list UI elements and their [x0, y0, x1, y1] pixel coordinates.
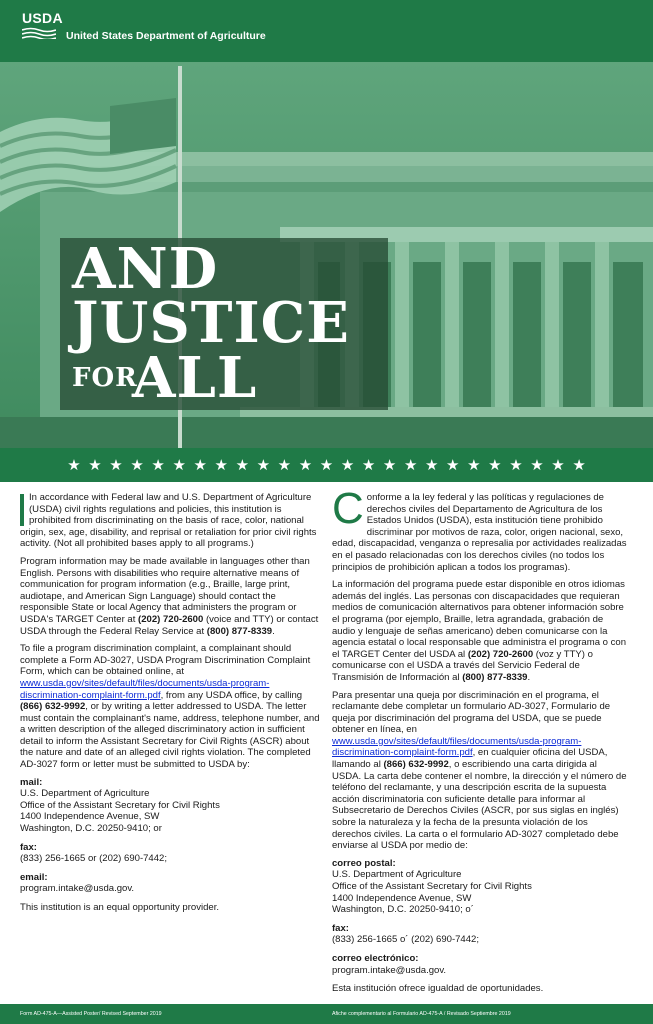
spanish-mail-address [332, 869, 628, 915]
title-line-for: FOR [72, 363, 138, 393]
english-paragraph-3 [20, 643, 320, 771]
spanish-mail-line-4: Washington, D.C. 20250-9410; o´ [332, 904, 474, 916]
english-mail-line-3: 1400 Independence Avenue, SW [20, 811, 160, 823]
english-p1-text: n accordance with Federal law and U.S. Department of Agriculture (USDA) civil rights regulations and policies, this institution is prohibited from discriminating on the basis of race, color, national origin, sex, age, disability, and reprisal or retaliation for prior civil rights activity. (Not all prohibited bases apply to all programs.) [20, 492, 317, 550]
english-mail-line-2: Office of the Assistant Secretary for Civil Rights [20, 799, 220, 811]
english-fax-value: (833) 256-1665 or (202) 690-7442; [20, 853, 168, 865]
english-email-value: program.intake@usda.gov. [20, 883, 135, 895]
english-paragraph-2 [20, 556, 320, 637]
spanish-p2-c: . [527, 671, 531, 683]
star-icon: ★ [256, 456, 271, 474]
star-icon: ★ [361, 456, 376, 474]
english-closing: This institution is an equal opportunity provider. [20, 902, 220, 913]
spanish-mail-label: correo postal: [332, 857, 396, 869]
star-band [0, 448, 653, 482]
title-line-all: ALL [132, 345, 258, 411]
english-p3-b: , from any USDA office, by calling [160, 689, 303, 701]
star-icon: ★ [340, 456, 355, 474]
spanish-email-value: program.intake@usda.gov. [332, 964, 447, 976]
spanish-mail-line-2: Office of the Assistant Secretary for Civil Rights [332, 881, 532, 892]
usda-logo-icon [22, 27, 56, 39]
english-phone-relay: (800) 877-8339 [206, 625, 273, 637]
star-icon: ★ [572, 456, 586, 474]
star-icon: ★ [488, 456, 502, 474]
footer-bar [0, 1004, 653, 1024]
english-paragraph-1 [20, 492, 320, 550]
star-icon: ★ [403, 456, 418, 474]
star-icon: ★ [151, 456, 165, 474]
department-name: United States Department of Agriculture [66, 30, 266, 42]
english-p3-a: To file a program discrimination complaint, a complainant should complete a Form AD-3027, USDA Program Discrimination Complaint Form, which can be obtained online, at [20, 643, 311, 678]
english-phone-target: (202) 720-2600 [138, 613, 204, 625]
title-line-and: AND [72, 236, 219, 302]
english-p2-a: Program information may be made available in languages other than English. Persons with disabilities who require alternative means of communication for program information (e.g., Braille, large print, audiotape, and American Sign Language) should contact the responsible State or local Agency that administers the program or USDA's TARGET Center at [20, 555, 310, 625]
spanish-p1-text: onforme a la ley federal y las políticas y regulaciones de derechos civiles del Departamento de Agricultura de los Estados Unidos (USDA), esta institución tiene prohibido discriminar por motivos de raza, color, origen nacional, sexo, edad, discapacidad, venganza o represalia por actividades realizadas en el pasado relacionadas con los derechos civiles (no todos los principios de prohibición aplican a todos los programas). [332, 492, 627, 573]
spanish-p2-b: (voz y TTY) o comunicarse con el USDA a través del Servicio Federal de Transmisión de Información al [332, 648, 593, 683]
english-email-label: email: [20, 871, 48, 883]
english-dropcap [20, 494, 24, 526]
star-icon: ★ [446, 456, 460, 474]
star-icon: ★ [277, 456, 292, 474]
star-icon: ★ [382, 456, 397, 474]
spanish-phone-target: (202) 720-2600 [467, 648, 534, 660]
spanish-paragraph-3 [332, 690, 628, 852]
english-mail-line-1: U.S. Department of Agriculture [20, 788, 150, 800]
star-icon: ★ [467, 456, 481, 474]
english-first-letter: I [29, 492, 32, 503]
english-phone-complaint: (866) 632-9992 [20, 701, 86, 713]
spanish-fax-label: fax: [332, 922, 349, 934]
english-mail-label: mail: [20, 776, 43, 788]
english-mail-address [20, 788, 320, 834]
english-fax-label: fax: [20, 841, 37, 853]
spanish-paragraph-1 [332, 484, 628, 573]
spanish-mail-line-3: 1400 Independence Avenue, SW [332, 892, 472, 904]
english-p2-b: (voice and TTY) or contact USDA through the Federal Relay Service at [20, 613, 319, 637]
english-mail-line-4: Washington, D.C. 20250-9410; or [20, 823, 162, 835]
star-icon: ★ [530, 456, 544, 474]
english-column [20, 492, 320, 914]
star-icon: ★ [509, 456, 523, 474]
english-p3-c: , or by writing a letter addressed to USDA. The letter must contain the complainant's name, address, telephone number, and a written description of the alleged discriminatory action in sufficient detail to inform the Assistant Secretary for Civil Rights (ASCR) about the nature and date of an alleged civil rights violation. The completed AD-3027 form or letter must be submitted to USDA by: [20, 701, 320, 771]
star-icon: ★ [298, 456, 313, 474]
english-p2-c: . [272, 625, 275, 637]
spanish-paragraph-2 [332, 579, 628, 683]
spanish-complaint-form-link[interactable]: www.usda.gov/sites/default/files/documents/usda-program-discrimination-complaint-form.pdf [332, 735, 582, 759]
spanish-fax-value: (833) 256-1665 o´ (202) 690-7442; [332, 934, 480, 946]
star-icon: ★ [88, 456, 102, 474]
spanish-column [332, 484, 628, 995]
spanish-email-label: correo electrónico: [332, 952, 419, 964]
spanish-dropcap: C [332, 484, 364, 533]
spanish-closing: Esta institución ofrece igualdad de oportunidades. [332, 983, 544, 995]
usda-logo-text: USDA [22, 10, 63, 26]
spanish-phone-relay: (800) 877-8339 [462, 671, 528, 683]
spanish-p3-c: , o escribiendo una carta dirigida al USDA. La carta debe contener el nombre, la dirección y el número de teléfono del reclamante, y una descripción escrita de la supuesta acción discriminatoria con suficiente detalle para informar al Subsecretario de Derechos Civiles (ASCR, por sus siglas en inglés) sobre la naturaleza y la fecha de la presunta violación de los derechos civiles. La carta o el formulario AD-3027 completado debe enviarse al USDA por medio de: [332, 759, 627, 852]
star-icon: ★ [67, 456, 81, 474]
spanish-phone-complaint: (866) 632-9992 [383, 759, 449, 771]
star-icon: ★ [109, 456, 123, 474]
star-icon: ★ [235, 456, 250, 474]
star-icon: ★ [214, 456, 228, 474]
title-line-justice: JUSTICE [72, 290, 350, 356]
english-complaint-form-link[interactable]: www.usda.gov/sites/default/files/documents/usda-program-discrimination-complaint-form.pdf [20, 677, 270, 701]
star-icon: ★ [319, 456, 334, 474]
footer-form-number-english: Form AD-475-A—Assisted Poster/ Revised September 2019 [20, 1011, 162, 1017]
spanish-p3-b: , en cualquier oficina del USDA, llamando al [332, 747, 608, 771]
star-icon: ★ [425, 456, 439, 474]
star-icon: ★ [130, 456, 144, 474]
star-icon: ★ [193, 456, 207, 474]
spanish-p2-a: La información del programa puede estar disponible en otros idiomas además del inglés. Las personas con discapacidades que requieran medios de comunicación alternativos para obtener información sobre el programa (por ejemplo, Braille, letra agrandada, grabación de audio y lenguaje de señas americano) deben comunicarse con la agencia estatal o local responsable que administra el programa o con el TARGET Center del USDA al [332, 579, 627, 660]
star-icon: ★ [551, 456, 565, 474]
footer-form-number-spanish: Afiche complementario al Formulario AD-475-A / Revisado Septiembre 2019 [332, 1011, 511, 1017]
usda-header [0, 0, 653, 62]
spanish-mail-line-1: U.S. Department of Agriculture [332, 869, 462, 881]
star-icon: ★ [172, 456, 186, 474]
spanish-p3-a: Para presentar una queja por discriminación en el programa, el reclamante debe completar un formulario AD-3027, Formulario de queja por discriminación del programa del USDA, que se puede obtener en línea, en [332, 689, 611, 736]
